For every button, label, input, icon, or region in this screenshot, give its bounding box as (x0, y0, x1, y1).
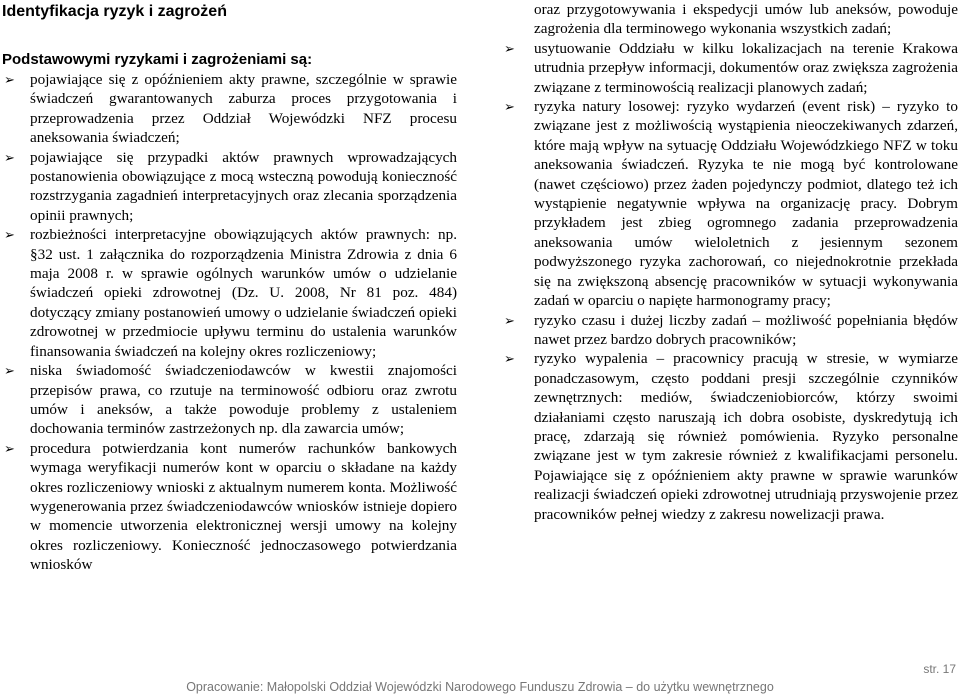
page-number: str. 17 (923, 662, 956, 676)
list-item (504, 39, 958, 97)
right-column (504, 0, 958, 524)
arrow-bullet-icon: ➢ (504, 99, 515, 115)
list-item-text: procedura potwierdzania kont numerów rachunków bankowych wymaga weryfikacji numerów kont w oparciu o składane na każdy okres rozliczeniowy wnioski z aktualnym numerem konta. Możliwość wygenerowania przez świadczeniodawców wniosków istnieje dopiero w momencie utworzenia elektronicznej wersji umowy na kolejny okres rozliczeniowy. Konieczność jednoczasowego potwierdzania wniosków (30, 439, 457, 574)
list-item (2, 70, 457, 148)
list-item (2, 225, 457, 361)
list-item (504, 349, 958, 524)
arrow-bullet-icon: ➢ (4, 149, 15, 165)
list-item-text: ryzyka natury losowej: ryzyko wydarzeń (event risk) – ryzyko to związane jest z możliwością wystąpienia nieoczekiwanych zdarzeń, które mają wpływ na sytuację Oddziału Wojewódzkiego NFZ w toku aneksowania świadczeń. Ryzyka te nie mogą być kontrolowane (nawet częściowo) przez żaden pojedynczy podmiot, dlatego też ich wystąpienie negatywnie wpływa na organizację pracy. Dobrym przykładem jest zbieg ogromnego zadania przeprowadzenia aneksowania umów wieloletnich z jesiennym sezonem podwyższonego ryzyka zachorowań, co niejednokrotnie przekłada się na zwiększoną absencję pracowników w sytuacji wykonywania zadań w oparciu o napięte harmonogramy pracy; (534, 98, 958, 310)
arrow-bullet-icon: ➢ (4, 440, 15, 456)
list-item (2, 439, 457, 575)
list-item-text: rozbieżności interpretacyjne obowiązujących aktów prawnych: np. §32 ust. 1 załącznika do rozporządzenia Ministra Zdrowia z dnia 6 maja 2008 r. w sprawie ogólnych warunków umów o udzielanie świadczeń opieki zdrowotnej (Dz. U. 2008, Nr 81 poz. 484) dotyczący zmiany postanowień umowy o udzielanie świadczeń opieki zdrowotnej w przedmiocie upływu terminu do ustalenia warunków finansowania świadczeń na kolejny okres rozliczeniowy; (30, 226, 457, 360)
list-item (504, 97, 958, 310)
right-risk-list (504, 39, 958, 524)
list-item-text: niska świadomość świadczeniodawców w kwestii znajomości przepisów prawa, co rzutuje na terminowość odbioru oraz zwrotu umów i aneksów, a także powoduje problemy z ustaleniem dochowania terminów zastrzeżonych np. dla zawarcia umów; (30, 362, 457, 438)
list-item-text: pojawiające się przypadki aktów prawnych wprowadzających postanowienia obowiązujące z mocą wsteczną powodują konieczność rozstrzygania zagadnień interpretacyjnych oraz zlecania sporządzenia opinii prawnych; (30, 148, 457, 224)
left-column (2, 0, 457, 575)
section-title: Identyfikacja ryzyk i zagrożeń (2, 3, 227, 20)
arrow-bullet-icon: ➢ (504, 312, 515, 328)
list-item (2, 361, 457, 439)
list-item-text: usytuowanie Oddziału w kilku lokalizacjach na terenie Krakowa utrudnia przepływ informacji, dokumentów oraz zwiększa zagrożenia związane z terminowością realizacji planowych zadań; (534, 39, 958, 96)
list-item (2, 148, 457, 226)
risks-subheading: Podstawowymi ryzykami i zagrożeniami są: (2, 51, 313, 68)
arrow-bullet-icon: ➢ (504, 351, 515, 367)
arrow-bullet-icon: ➢ (4, 363, 15, 379)
list-item (504, 311, 958, 350)
list-item-text: pojawiające się z opóźnieniem akty prawne, szczególnie w sprawie świadczeń gwarantowanych zaburza proces przygotowania i przeprowadzenia przez Oddział Wojewódzki NFZ procesu aneksowania świadczeń; (30, 71, 457, 147)
arrow-bullet-icon: ➢ (504, 40, 515, 56)
arrow-bullet-icon: ➢ (4, 72, 15, 87)
arrow-bullet-icon: ➢ (4, 227, 15, 243)
list-item-text: ryzyko wypalenia – pracownicy pracują w stresie, w wymiarze ponadczasowym, często poddani presji szczególnie czynników zewnętrznych: mediów, świadczeniobiorców, którzy swoimi działaniami często naruszają ich dobra osobiste, dyskredytują ich pracę, zdarzają się również pomówienia. Ryzyko personalne związane jest w tym zakresie również z kwalifikacjami personelu. Pojawiające się z opóźnieniem akty prawne w sprawie warunków realizacji świadczeń opieki zdrowotnej utrudniają przyswojenie przez pracowników pełnej wiedzy z zakresu nowelizacji prawa. (534, 350, 958, 523)
page-footer: Opracowanie: Małopolski Oddział Wojewódzki Narodowego Funduszu Zdrowia – do użytku wewnętrznego (186, 680, 774, 694)
left-risk-list (2, 70, 457, 575)
continued-paragraph: oraz przygotowywania i ekspedycji umów lub aneksów, powoduje zagrożenia dla terminowego wykonania wszystkich zadań; (534, 1, 958, 38)
list-item-text: ryzyko czasu i dużej liczby zadań – możliwość popełniania błędów nawet przez bardzo dobrych pracowników; (534, 311, 958, 348)
